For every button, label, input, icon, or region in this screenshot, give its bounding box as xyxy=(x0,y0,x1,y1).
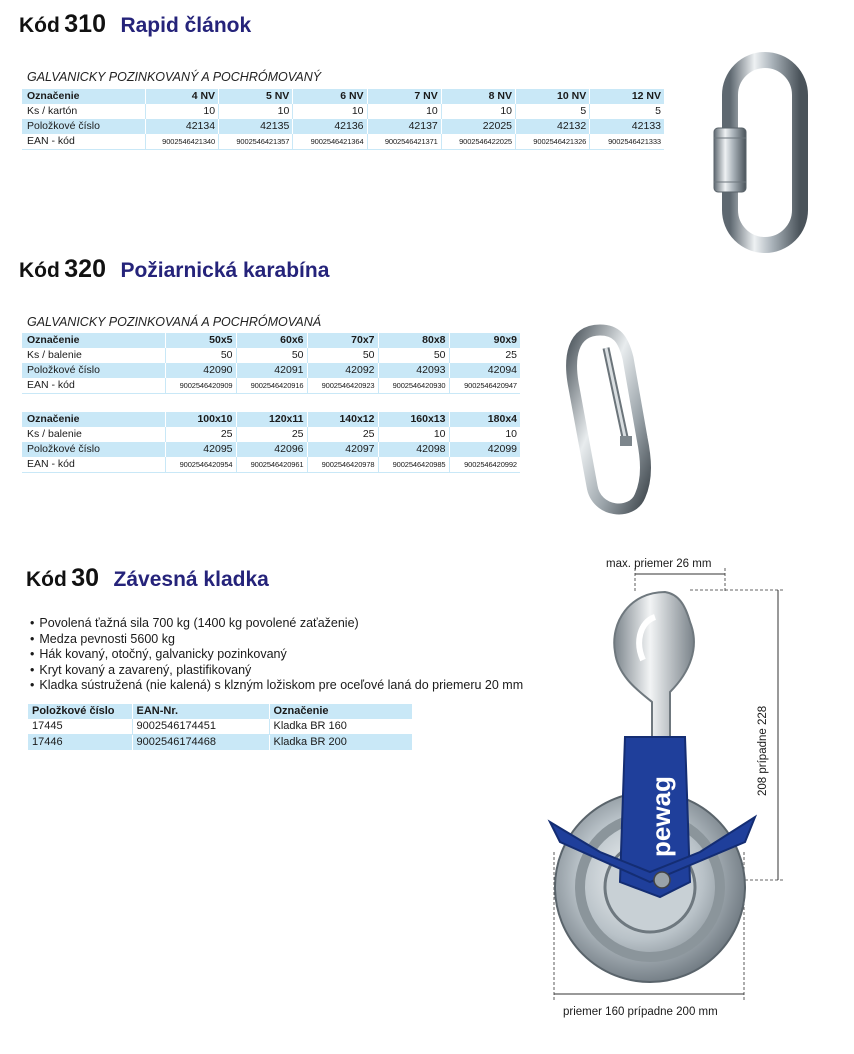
table-cell: Položkové číslo xyxy=(22,119,145,134)
table-cell: Položkové číslo xyxy=(22,442,165,457)
table-cell: 7 NV xyxy=(367,89,441,104)
code-number: 320 xyxy=(64,255,106,283)
table-cell: Označenie xyxy=(22,89,145,104)
table-cell: 42136 xyxy=(293,119,367,134)
table-cell: EAN - kód xyxy=(22,134,145,150)
table-cell: 42092 xyxy=(307,363,378,378)
table-cell: EAN-Nr. xyxy=(132,704,269,719)
table-cell: 4 NV xyxy=(145,89,218,104)
table-cell: 25 xyxy=(307,427,378,442)
table-row xyxy=(22,427,520,442)
feature-list xyxy=(30,616,523,694)
table-cell: 60x6 xyxy=(236,333,307,348)
list-item: • Povolená ťažná sila 700 kg (1400 kg povolené zaťaženie) xyxy=(30,616,523,632)
table-cell: Označenie xyxy=(22,412,165,427)
brand-logo-text: pewag xyxy=(646,776,676,857)
table-row xyxy=(22,363,520,378)
section-30-heading xyxy=(26,564,269,593)
table-cell: 50 xyxy=(236,348,307,363)
table-row xyxy=(22,134,664,150)
table-cell: 10 xyxy=(441,104,515,119)
table-header-row xyxy=(22,412,520,427)
table-header-row xyxy=(22,333,520,348)
rapid-link-image xyxy=(690,50,840,255)
carabiner-image xyxy=(550,318,680,523)
table-cell: 80x8 xyxy=(378,333,449,348)
table-row xyxy=(28,719,412,735)
table-cell: 160x13 xyxy=(378,412,449,427)
table-cell: 10 xyxy=(367,104,441,119)
table-cell: 10 xyxy=(449,427,520,442)
table-cell: Položkové číslo xyxy=(22,363,165,378)
table-cell: 42091 xyxy=(236,363,307,378)
table-row xyxy=(28,735,412,751)
table-cell: 9002546421364 xyxy=(293,134,367,150)
carabiner-table-2 xyxy=(22,412,520,473)
pulley-table xyxy=(28,704,412,750)
table-cell: 9002546420961 xyxy=(236,457,307,473)
table-header-row xyxy=(28,704,412,719)
pulley-block-image xyxy=(540,552,850,1022)
table-row xyxy=(22,457,520,473)
table-cell: 10 xyxy=(219,104,293,119)
table-header-row xyxy=(22,89,664,104)
table-cell: 42090 xyxy=(165,363,236,378)
table-cell: 42132 xyxy=(516,119,590,134)
code-word: Kód xyxy=(19,259,60,282)
table-cell: 90x9 xyxy=(449,333,520,348)
table-cell: 9002546420930 xyxy=(378,378,449,394)
table-cell: 180x4 xyxy=(449,412,520,427)
table-cell: Kladka BR 200 xyxy=(269,735,412,751)
table-cell: 42137 xyxy=(367,119,441,134)
table-cell: 42094 xyxy=(449,363,520,378)
table-cell: 50 xyxy=(165,348,236,363)
table-cell: Ks / balenie xyxy=(27,428,82,440)
table-cell: 10 NV xyxy=(516,89,590,104)
table-cell: 10 xyxy=(145,104,218,119)
table-cell: Položkové číslo xyxy=(28,704,132,719)
table-cell: 50 xyxy=(378,348,449,363)
table-cell: 42093 xyxy=(378,363,449,378)
table-row xyxy=(22,119,664,134)
list-item: • Kryt kovaný a zavarený, plastifikovaný xyxy=(30,663,523,679)
table-cell: 9002546174468 xyxy=(132,735,269,751)
table-cell: 140x12 xyxy=(307,412,378,427)
table-cell: EAN - kód xyxy=(22,457,165,473)
table-cell: 12 NV xyxy=(590,89,664,104)
table-cell: 22025 xyxy=(441,119,515,134)
table-cell: 9002546420947 xyxy=(449,378,520,394)
table-cell: 42097 xyxy=(307,442,378,457)
table-cell: 9002546422025 xyxy=(441,134,515,150)
table-cell: 42095 xyxy=(165,442,236,457)
table-cell: 42135 xyxy=(219,119,293,134)
table-cell: 42098 xyxy=(378,442,449,457)
table-cell: 9002546420909 xyxy=(165,378,236,394)
table-row xyxy=(22,104,664,119)
table-cell: 5 NV xyxy=(219,89,293,104)
rapid-link-table xyxy=(22,89,664,150)
table-cell: EAN - kód xyxy=(22,378,165,394)
dimension-side-label: 208 prípadne 228 xyxy=(757,705,769,796)
table-cell: Označenie xyxy=(22,333,165,348)
table-cell: 42134 xyxy=(145,119,218,134)
section-320-subtitle: GALVANICKY POZINKOVANÁ A POCHRÓMOVANÁ xyxy=(27,315,322,329)
table-cell: 9002546420978 xyxy=(307,457,378,473)
code-word: Kód xyxy=(19,14,60,37)
product-name: Požiarnická karabína xyxy=(120,259,330,282)
table-cell: 9002546420954 xyxy=(165,457,236,473)
table-cell: 9002546420992 xyxy=(449,457,520,473)
table-cell: 10 xyxy=(293,104,367,119)
table-cell: 9002546420916 xyxy=(236,378,307,394)
table-row xyxy=(22,442,520,457)
table-cell: 100x10 xyxy=(165,412,236,427)
table-cell: 9002546421333 xyxy=(590,134,664,150)
section-320-heading xyxy=(19,255,329,284)
table-cell: 25 xyxy=(449,348,520,363)
table-cell: 9002546421340 xyxy=(145,134,218,150)
table-cell: Ks / kartón xyxy=(27,105,78,117)
table-cell: 9002546420923 xyxy=(307,378,378,394)
code-number: 30 xyxy=(71,564,100,592)
section-310-subtitle: GALVANICKY POZINKOVANÝ A POCHRÓMOVANÝ xyxy=(27,70,322,84)
table-cell: 17445 xyxy=(28,719,132,735)
dimension-bottom-label: priemer 160 prípadne 200 mm xyxy=(563,1006,718,1018)
table-cell: 70x7 xyxy=(307,333,378,348)
table-cell: 5 xyxy=(516,104,590,119)
section-310-heading xyxy=(19,10,251,39)
table-cell: 9002546421371 xyxy=(367,134,441,150)
table-row xyxy=(22,378,520,394)
dimension-top-label: max. priemer 26 mm xyxy=(606,558,712,570)
table-cell: Označenie xyxy=(269,704,412,719)
carabiner-table-1 xyxy=(22,333,520,394)
table-cell: 6 NV xyxy=(293,89,367,104)
code-word: Kód xyxy=(26,568,67,591)
product-name: Závesná kladka xyxy=(113,568,269,591)
table-cell: 50x5 xyxy=(165,333,236,348)
table-cell: Ks / balenie xyxy=(27,349,82,361)
table-cell: 9002546421326 xyxy=(516,134,590,150)
table-cell: 9002546420985 xyxy=(378,457,449,473)
list-item: • Hák kovaný, otočný, galvanicky pozinkovaný xyxy=(30,647,523,663)
table-cell: 5 xyxy=(590,104,664,119)
table-cell: 42133 xyxy=(590,119,664,134)
table-cell: 50 xyxy=(307,348,378,363)
table-cell: 25 xyxy=(165,427,236,442)
table-cell: 10 xyxy=(378,427,449,442)
table-cell: 8 NV xyxy=(441,89,515,104)
table-cell: 9002546421357 xyxy=(219,134,293,150)
product-name: Rapid článok xyxy=(120,14,252,37)
list-item: • Kladka sústružená (nie kalená) s klzným ložiskom pre oceľové laná do priemeru 20 mm xyxy=(30,678,523,694)
table-cell: 9002546174451 xyxy=(132,719,269,735)
table-cell: 25 xyxy=(236,427,307,442)
table-cell: 17446 xyxy=(28,735,132,751)
table-cell: 120x11 xyxy=(236,412,307,427)
code-number: 310 xyxy=(64,10,106,38)
table-cell: 42096 xyxy=(236,442,307,457)
list-item: • Medza pevnosti 5600 kg xyxy=(30,632,523,648)
table-cell: Kladka BR 160 xyxy=(269,719,412,735)
table-row xyxy=(22,348,520,363)
table-cell: 42099 xyxy=(449,442,520,457)
